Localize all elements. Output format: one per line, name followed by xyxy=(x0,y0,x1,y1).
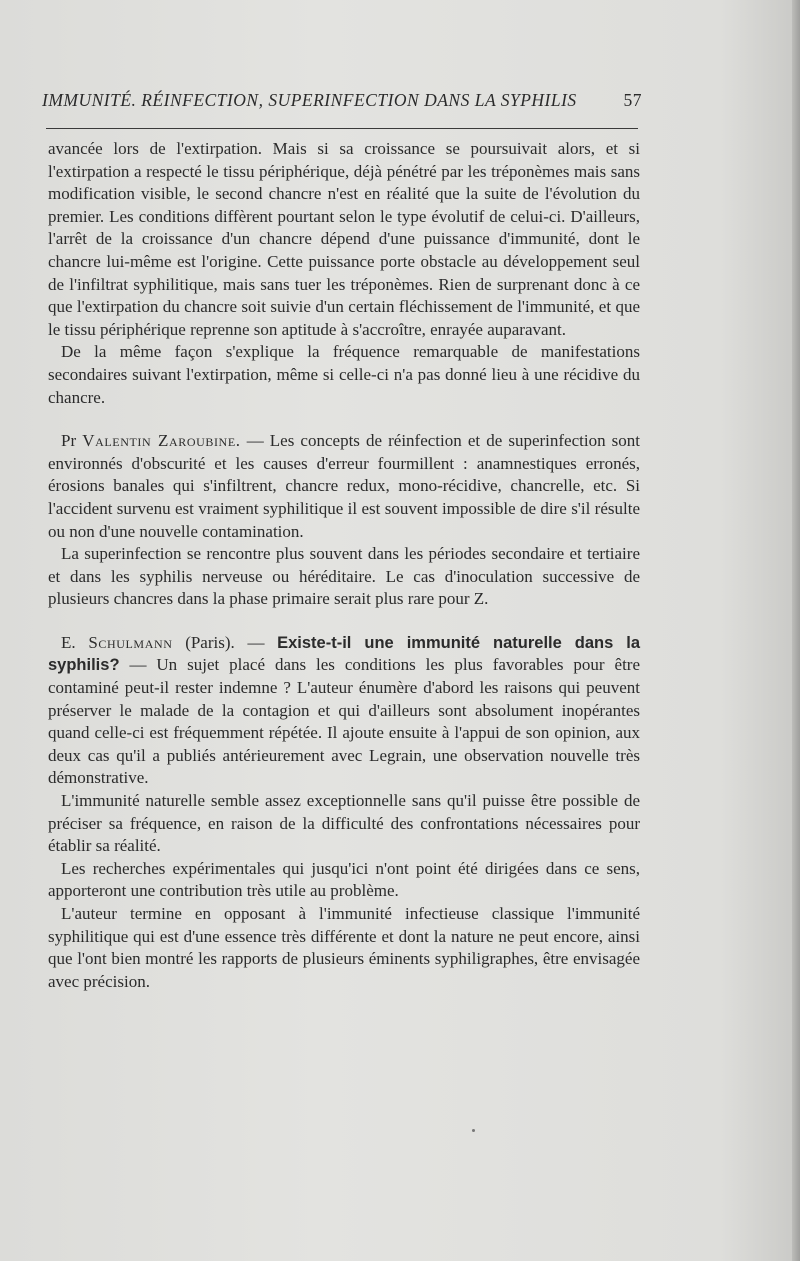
abstract-title: Existe-t-il une immunité naturelle dans la syphilis? xyxy=(48,633,641,675)
paragraph: Les recherches expérimentales qui jusqu'ici n'ont point été dirigées dans ce sens, apporteront une contribution très utile au problème. xyxy=(48,858,640,901)
paragraph: La superinfection se rencontre plus souvent dans les périodes secondaire et tertiaire et dans les syphilis nerveuse ou héréditaire. Le cas d'inoculation successive de plusieurs chancres dans la phase primaire serait plus rare pour Z. xyxy=(48,544,640,609)
title-dash: — xyxy=(247,632,265,652)
page-body xyxy=(48,138,640,993)
abstract-schulmann xyxy=(48,632,640,790)
running-header xyxy=(42,90,642,111)
page-edge-shadow xyxy=(792,0,800,1261)
abstract-text: — Un sujet placé dans les conditions les plus favorables pour être contaminé peut-il rester indemne ? L'auteur énumère d'abord les raisons qui peuvent préserver le malade de la contagion et qui d'ailleurs sont absolument inopérantes quand celle-ci est fréquemment répétée. Il ajoute ensuite à l'appui de son opinion, aux deux cas qu'il a publiés antérieurement avec Legrain, une observation nouvelle très démonstrative. xyxy=(48,655,641,788)
running-title: IMMUNITÉ. RÉINFECTION, SUPERINFECTION DANS LA SYPHILIS xyxy=(42,90,577,110)
section-gap xyxy=(48,409,640,430)
paragraph: De la même façon s'explique la fréquence remarquable de manifestations secondaires suivant l'extirpation, même si celle-ci n'a pas donné lieu à une récidive du chancre. xyxy=(48,342,640,407)
abstract-zaroubine xyxy=(48,430,640,543)
author-prefix: Pr xyxy=(61,431,77,451)
ink-speck xyxy=(472,1129,475,1132)
abstract-text: — Les concepts de réinfection et de superinfection sont environnés d'obscurité et les causes d'erreur fourmillent : anamnestiques erronés, érosions banales qui s'infiltrent, chancre redux, mono-récidive, chancrelle, etc. Si l'accident survenu est vraiment syphilitique il est souvent impossible de dire s'il résulte ou non d'une nouvelle contamination. xyxy=(48,431,641,541)
section-gap xyxy=(48,611,640,632)
author-name: Valentin Zaroubine. xyxy=(82,431,241,451)
author-name: Schulmann xyxy=(88,632,173,652)
paragraph: L'immunité naturelle semble assez exceptionnelle sans qu'il puisse être possible de préciser sa fréquence, en raison de la difficulté des confrontations nécessaires pour établir sa réalité. xyxy=(48,791,640,856)
author-city: (Paris). xyxy=(185,632,235,652)
paragraph-continuation: avancée lors de l'extirpation. Mais si sa croissance se poursuivait alors, et si l'extirpation a respecté le tissu périphérique, déjà pénétré par les tréponèmes mais sans modification visible, le second chancre n'est en réalité que la suite de l'évolution du premier. Les conditions diffèrent pourtant selon le type évolutif de celui-ci. D'ailleurs, l'arrêt de la croissance d'un chancre dépend d'une puissance d'immunité, dont le chancre lui-même est l'origine. Cette puissance porte obstacle au développement seul de l'infiltrat syphilitique, mais sans tuer les tréponèmes. Rien de surprenant donc à ce que l'extirpation du chancre soit suivie d'un certain fléchissement de l'immunité, et que le tissu périphérique reprenne son aptitude à s'accroître, enrayée auparavant. xyxy=(48,139,640,339)
page-number: 57 xyxy=(623,90,642,110)
paragraph: L'auteur termine en opposant à l'immunité infectieuse classique l'immunité syphilitique qui est d'une essence très différente et dont la nature ne peut encore, ainsi que l'ont bien montré les rapports de plusieurs éminents syphiligraphes, être envisagée avec précision. xyxy=(48,904,640,991)
header-rule xyxy=(46,128,638,129)
author-initial: E. xyxy=(61,632,76,652)
